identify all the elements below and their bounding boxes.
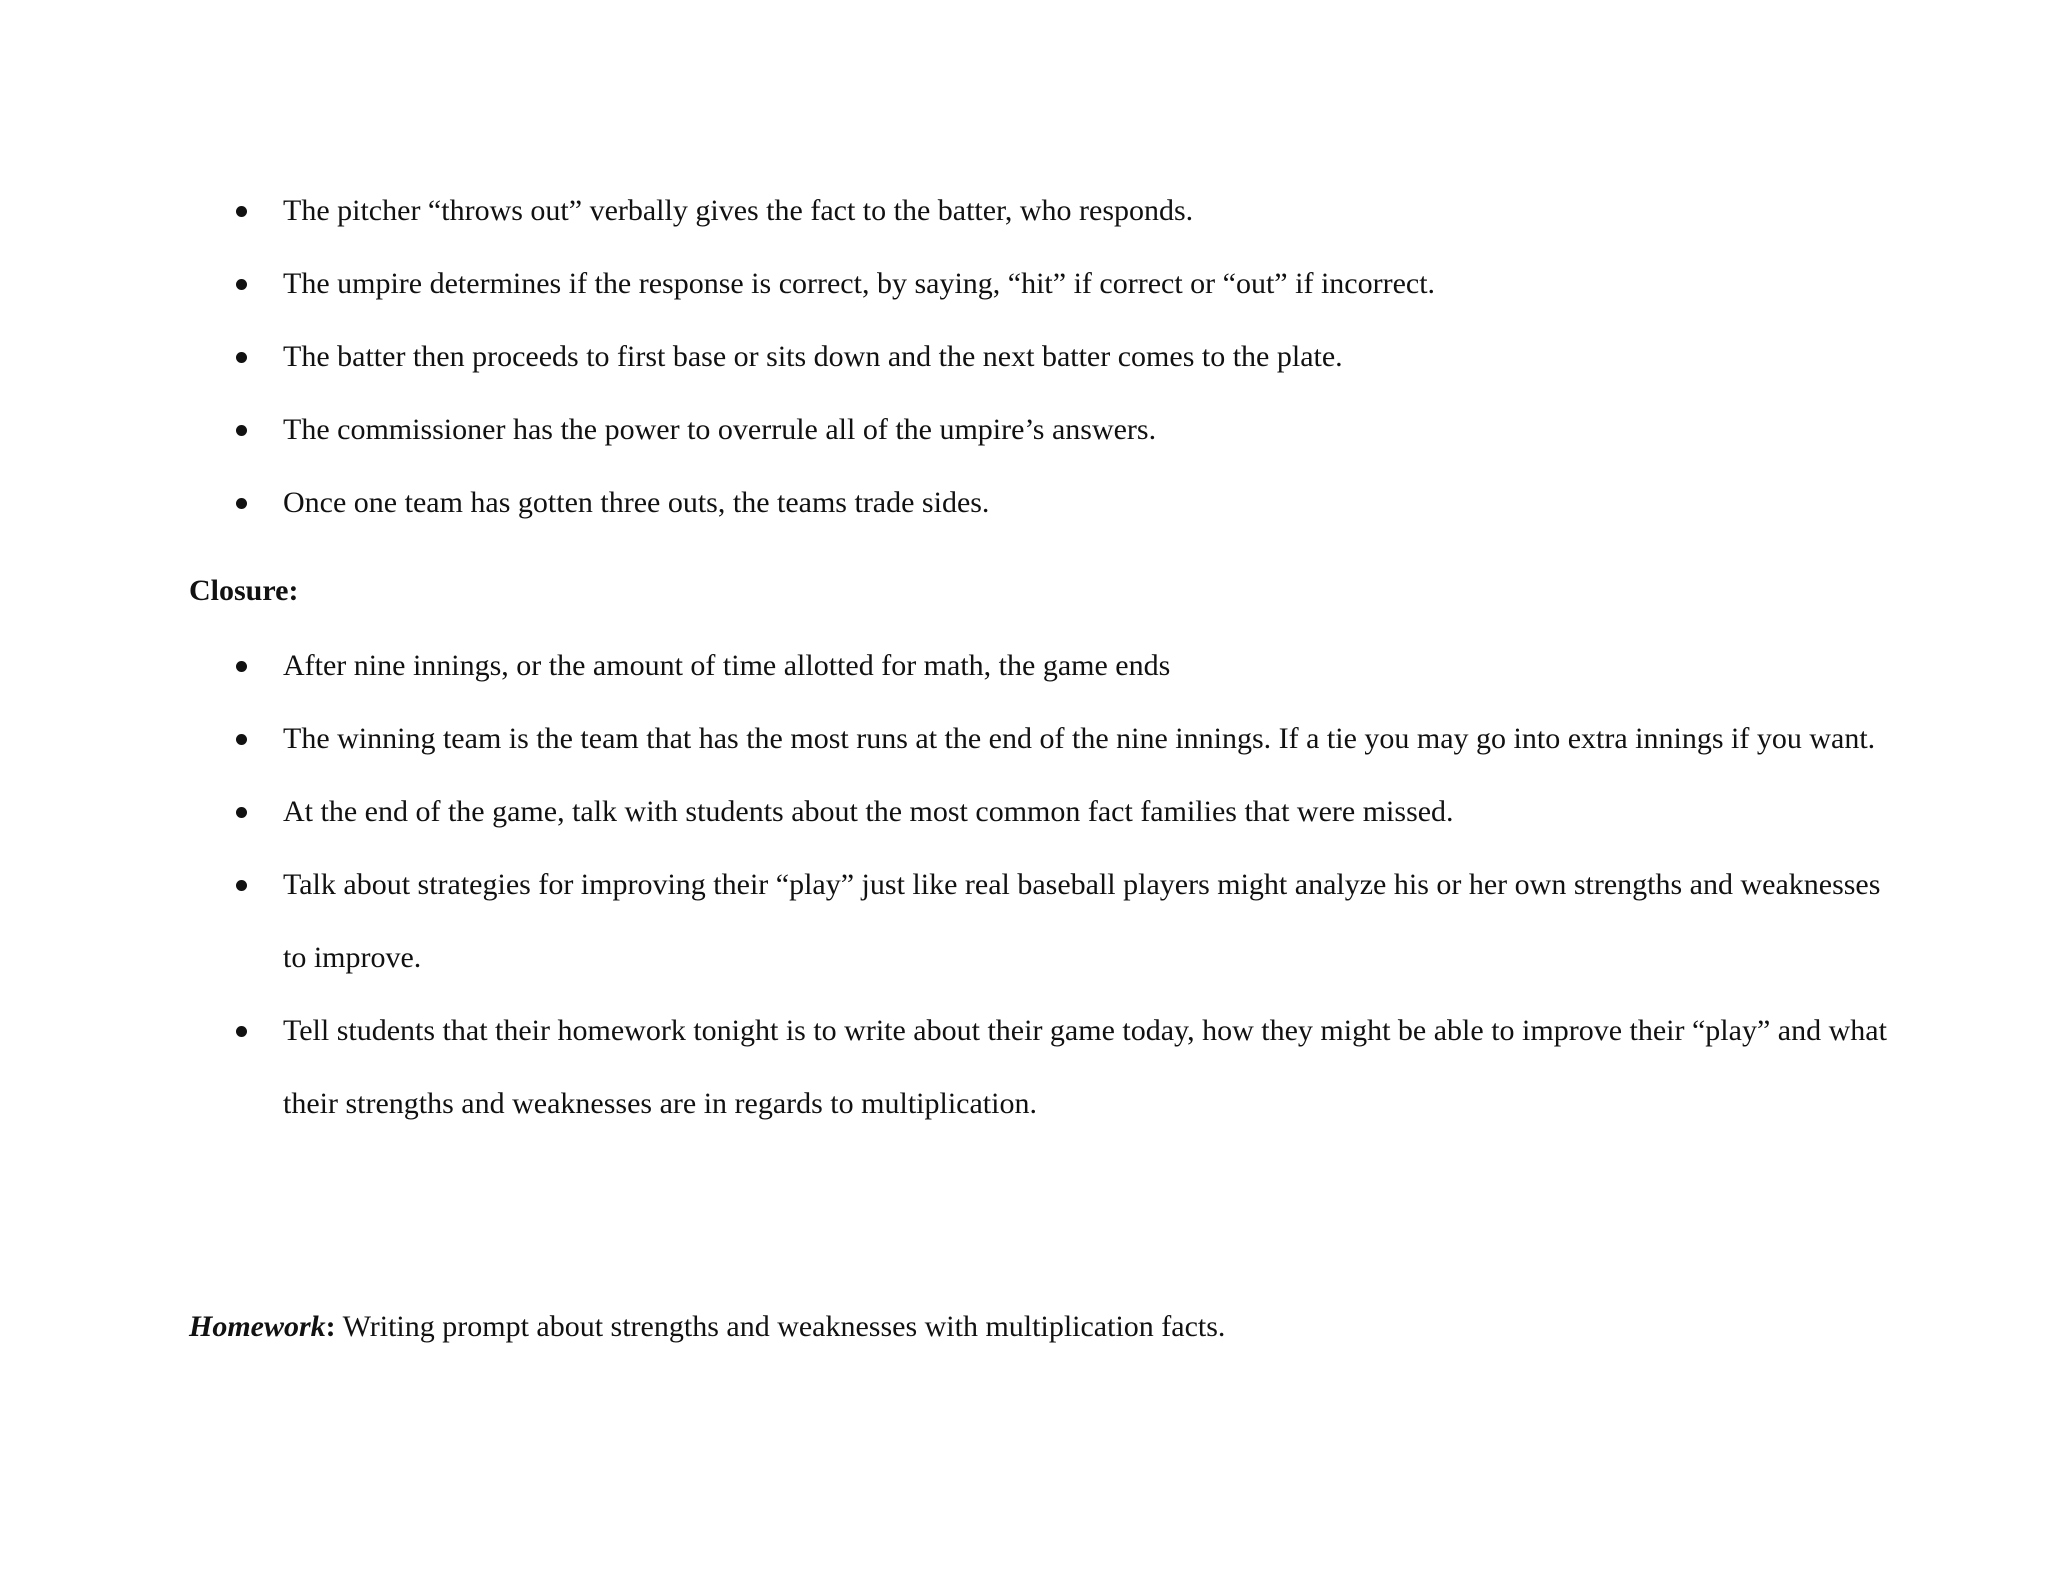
homework-label: Homework (189, 1310, 326, 1343)
bullet-icon (236, 206, 247, 217)
list-item-text: At the end of the game, talk with students about the most common fact families that were missed. (283, 795, 1454, 828)
list-item (0, 174, 2048, 247)
list-item (0, 994, 2048, 1140)
bullet-icon (236, 352, 247, 363)
list-item-text: After nine innings, or the amount of time allotted for math, the game ends (283, 649, 1171, 682)
list-item (0, 775, 2048, 848)
homework-text: Writing prompt about strengths and weaknesses with multiplication facts. (335, 1310, 1226, 1343)
list-item-text: The batter then proceeds to first base or sits down and the next batter comes to the plate. (283, 340, 1343, 373)
bullet-icon (236, 734, 247, 745)
list-item (0, 848, 2048, 994)
list-item-text: Tell students that their homework tonight is to write about their game today, how they might be able to improve their “play” and what their strengths and weaknesses are in regards to multiplication. (283, 1014, 1887, 1120)
list-item (0, 629, 2048, 702)
list-item (0, 466, 2048, 539)
list-item (0, 393, 2048, 466)
list-item-text: Once one team has gotten three outs, the teams trade sides. (283, 486, 990, 519)
bullet-icon (236, 661, 247, 672)
closure-heading: Closure: (189, 574, 299, 607)
bullet-icon (236, 807, 247, 818)
list-item-text: The umpire determines if the response is correct, by saying, “hit” if correct or “out” if incorrect. (283, 267, 1436, 300)
bullet-icon (236, 1026, 247, 1037)
list-item-text: Talk about strategies for improving their “play” just like real baseball players might analyze his or her own strengths and weaknesses to improve. (283, 868, 1881, 974)
rules-bullet-list (0, 174, 2048, 539)
list-item-text: The winning team is the team that has the most runs at the end of the nine innings. If a tie you may go into extra innings if you want. (283, 722, 1876, 755)
list-item (0, 247, 2048, 320)
list-item-text: The pitcher “throws out” verbally gives the fact to the batter, who responds. (283, 194, 1194, 227)
bullet-icon (236, 279, 247, 290)
homework-colon: : (325, 1310, 336, 1343)
bullet-icon (236, 498, 247, 509)
homework-paragraph (189, 1307, 1225, 1347)
bullet-icon (236, 425, 247, 436)
closure-bullet-list (0, 629, 2048, 1140)
bullet-icon (236, 880, 247, 891)
list-item-text: The commissioner has the power to overrule all of the umpire’s answers. (283, 413, 1157, 446)
list-item (0, 702, 2048, 775)
list-item (0, 320, 2048, 393)
